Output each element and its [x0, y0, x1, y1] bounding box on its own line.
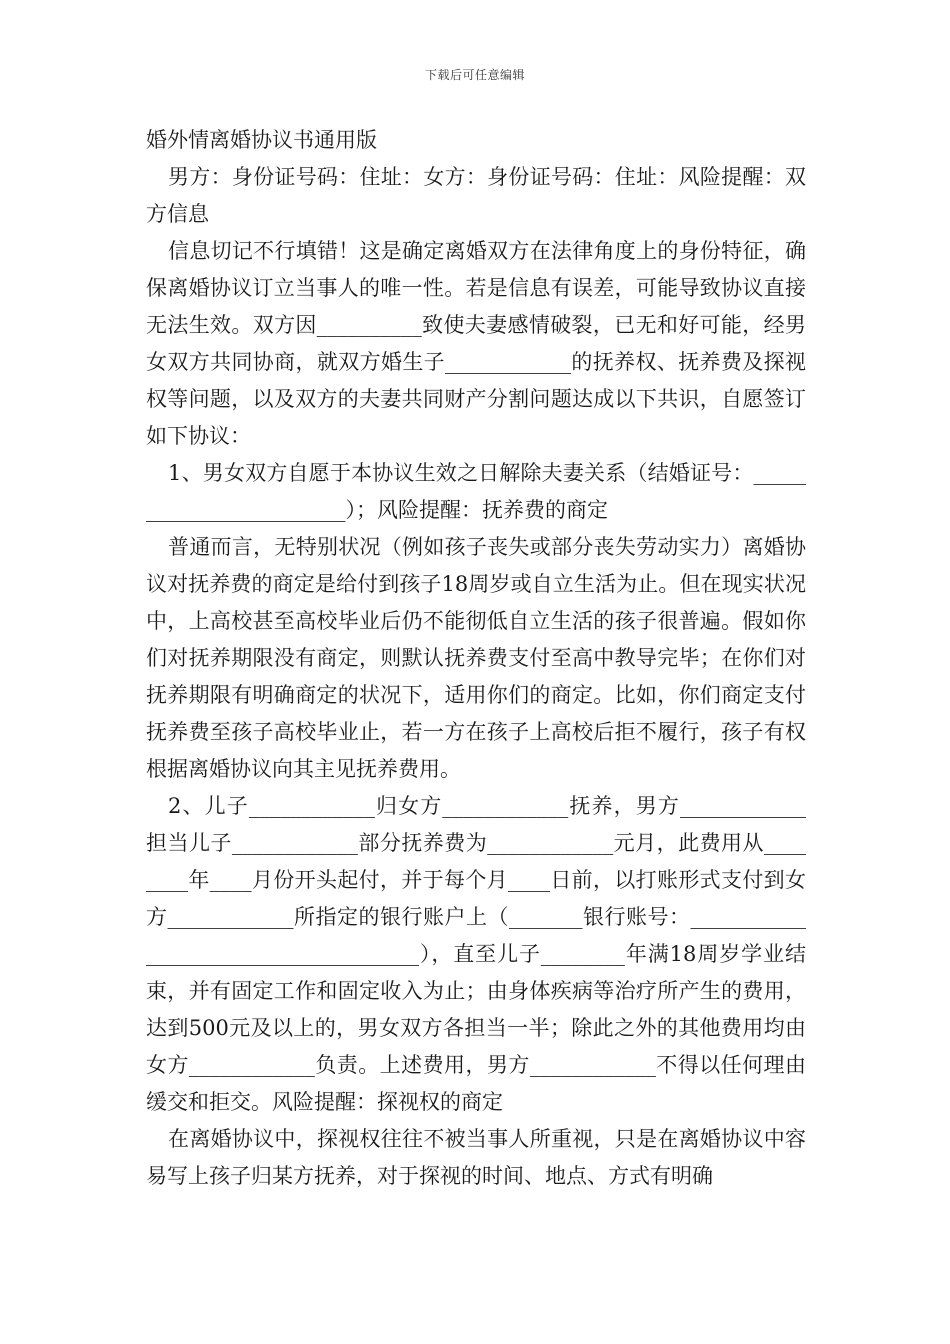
header-note: 下载后可任意编辑	[424, 68, 525, 82]
document-body	[146, 122, 806, 1195]
paragraph-support-note: 普通而言，无特别状况（例如孩子丧失或部分丧失劳动实力）离婚协议对抚养费的商定是给付到孩子18周岁或自立生活为止。但在现实状况中，上高校甚至高校毕业后仍不能彻低自立生活的孩子很普遍。假如你们对抚养期限没有商定，则默认抚养费支付至高中教导完毕；在你们对抚养期限有明确商定的状况下，适用你们的商定。比如，你们商定支付抚养费至孩子高校毕业止，若一方在孩子上高校后拒不履行，孩子有权根据离婚协议向其主见抚养费用。	[146, 535, 806, 781]
paragraph-info-warning: 信息切记不行填错！这是确定离婚双方在法律角度上的身份特征，确保离婚协议订立当事人的唯一性。若是信息有误差，可能导致协议直接无法生效。双方因__________致使夫妻感情破裂，已无和好可能，经男女双方共同协商，就双方婚生子____________的抚养权、抚养费及探视权等问题，以及双方的夫妻共同财产分割问题达成以下共识，自愿签订如下协议：	[146, 239, 806, 448]
paragraph-visitation-note: 在离婚协议中，探视权往往不被当事人所重视，只是在离婚协议中容易写上孩子归某方抚养，对于探视的时间、地点、方式有明确	[146, 1127, 806, 1188]
paragraph-clause-1: 1、男女双方自愿于本协议生效之日解除夫妻关系（结婚证号：________________________）；风险提醒：抚养费的商定	[146, 461, 806, 522]
paragraph-parties: 男方：身份证号码：住址：女方：身份证号码：住址：风险提醒：双方信息	[146, 165, 806, 226]
paragraph-clause-2: 2、儿子____________归女方____________抚养，男方____________担当儿子____________部分抚养费为____________元月，此费用从________年____月份开头起付，并于每个月____日前，以打账形式支付到女方____________所指定的银行账户上（_______银行账号：_____________________________________），直至儿子________年满18周岁学业结束，并有固定工作和固定收入为止；由身体疾病等治疗所产生的费用，达到500元及以上的，男女双方各担当一半；除此之外的其他费用均由女方____________负责。上述费用，男方____________不得以任何理由缓交和拒交。风险提醒：探视权的商定	[146, 794, 806, 1114]
document-title: 婚外情离婚协议书通用版	[146, 128, 377, 152]
